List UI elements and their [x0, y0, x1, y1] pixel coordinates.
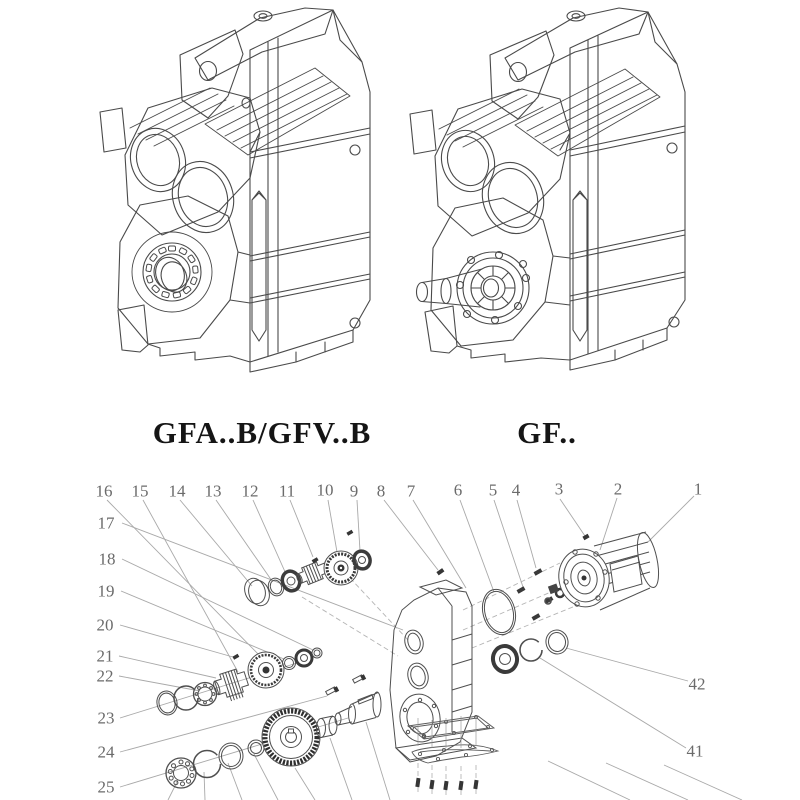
right-unit-top-plate	[490, 8, 648, 119]
callout-24: 24	[97, 742, 115, 762]
callout-13: 13	[204, 481, 222, 501]
assembly-axis-lines	[302, 563, 585, 797]
intermediate-pinion	[211, 667, 252, 705]
right-unit-output-flange	[431, 198, 553, 346]
callout-4: 4	[511, 480, 521, 500]
shaft-bolts	[326, 674, 367, 695]
callout-20: 20	[96, 615, 114, 635]
callout-6: 6	[453, 480, 463, 500]
callout-12: 12	[241, 481, 259, 501]
housing-gasket	[408, 716, 494, 740]
right-unit-upper-bores	[434, 89, 570, 242]
left-unit-side-panel	[250, 10, 370, 372]
callout-9: 9	[349, 481, 359, 501]
callout-7: 7	[406, 481, 416, 501]
callout-17: 17	[97, 513, 115, 533]
motor	[545, 531, 663, 612]
callout-15: 15	[131, 481, 149, 501]
left-unit-output-bearing	[118, 196, 238, 344]
callout-42: 42	[688, 674, 706, 694]
gear-housing	[390, 580, 476, 762]
callout-2: 2	[613, 479, 623, 499]
callout-22: 22	[96, 666, 114, 686]
left-unit-label: GFA..B/GFV..B	[152, 415, 372, 450]
left-unit-drawing	[100, 0, 400, 400]
left-unit-front-rib	[252, 191, 266, 341]
output-gear	[262, 708, 320, 766]
intermediate-gear-assembly	[155, 648, 322, 717]
flange-bolts	[517, 568, 564, 620]
right-unit-cooling-fins	[439, 69, 660, 156]
callout-16: 16	[95, 481, 113, 501]
callout-1: 1	[693, 479, 703, 499]
intermediate-gear	[248, 652, 284, 688]
callout-3: 3	[554, 479, 564, 499]
left-unit-upper-bores	[122, 88, 260, 241]
callout-23: 23	[97, 708, 115, 728]
right-unit-drawing	[405, 0, 705, 395]
pan-bolts	[415, 778, 478, 790]
output-seal-set	[478, 586, 570, 674]
callout-8: 8	[376, 481, 386, 501]
callout-14: 14	[168, 481, 186, 501]
callout-18: 18	[98, 549, 116, 569]
exploded-view-drawing	[0, 460, 800, 800]
callout-10: 10	[316, 480, 334, 500]
right-unit-front-rib	[573, 191, 587, 341]
callout-11: 11	[278, 481, 296, 501]
callout-25: 25	[97, 777, 115, 797]
callout-5: 5	[488, 480, 498, 500]
callout-19: 19	[97, 581, 115, 601]
callout-21: 21	[96, 646, 114, 666]
right-unit-label: GF..	[517, 415, 577, 450]
left-unit-cooling-fins	[130, 68, 350, 155]
leader-lines	[107, 496, 742, 800]
callout-41: 41	[686, 741, 704, 761]
